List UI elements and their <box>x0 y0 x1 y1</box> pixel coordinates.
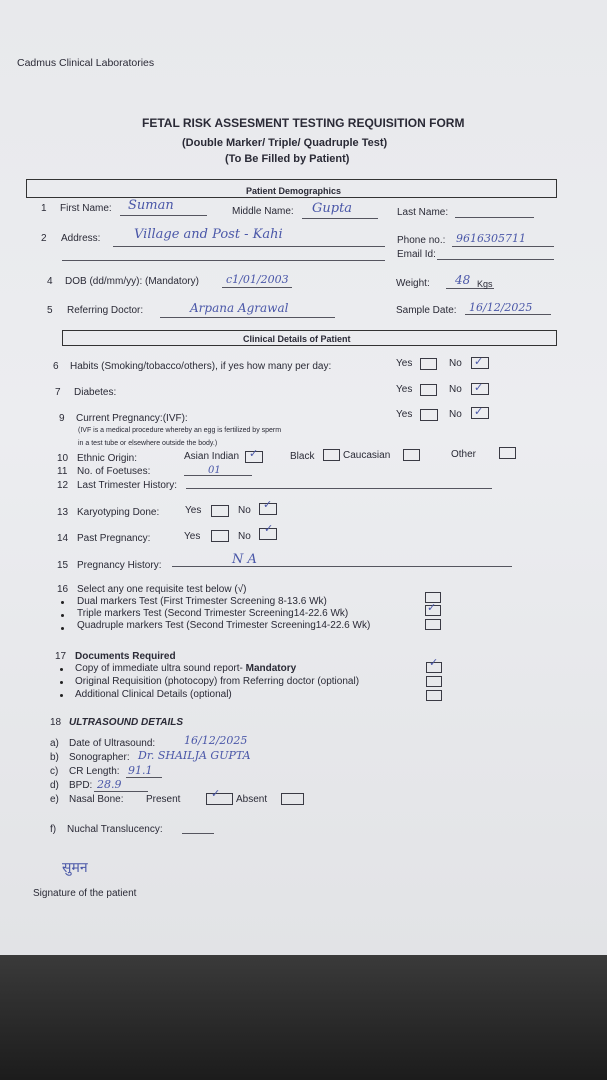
bullet-icon <box>61 614 64 617</box>
nuchal-translucency-label: Nuchal Translucency: <box>67 824 163 835</box>
nasal-bone-label: Nasal Bone: <box>69 794 124 805</box>
phone-underline <box>452 246 554 247</box>
row-number: 18 <box>50 717 62 728</box>
demographics-header: Patient Demographics <box>246 186 342 196</box>
doc-additional-details: Additional Clinical Details (optional) <box>75 689 232 700</box>
first-name-label: First Name: <box>60 203 112 214</box>
bpd-field[interactable]: 28.9 <box>97 778 122 791</box>
yes-label: Yes <box>396 409 413 420</box>
present-label: Present <box>146 794 181 805</box>
sample-date-underline <box>465 314 551 315</box>
row-number: 2 <box>41 233 47 244</box>
middle-name-field[interactable]: Gupta <box>312 201 353 216</box>
phone-field[interactable]: 9616305711 <box>456 232 526 245</box>
row-number: 10 <box>57 453 69 464</box>
yes-label: Yes <box>396 384 413 395</box>
asian-indian-label: Asian Indian <box>184 451 240 462</box>
bullet-icon <box>60 681 63 684</box>
check-mark-icon: ✓ <box>249 448 259 460</box>
address-label: Address: <box>61 233 101 244</box>
referring-doctor-underline <box>160 317 335 318</box>
row-number: 5 <box>47 305 53 316</box>
last-name-label: Last Name: <box>397 207 449 218</box>
pregnancy-history-label: Pregnancy History: <box>77 560 162 571</box>
quadruple-marker-checkbox[interactable] <box>425 619 441 630</box>
row-number: 9 <box>59 413 65 424</box>
check-mark-icon: ✓ <box>264 523 274 535</box>
row-number: 1 <box>41 203 47 214</box>
diabetes-yes-checkbox[interactable] <box>420 384 437 396</box>
yes-label: Yes <box>185 505 202 516</box>
dob-underline <box>222 287 292 288</box>
sonographer-label: Sonographer: <box>69 752 130 763</box>
caucasian-checkbox[interactable] <box>403 449 420 461</box>
nuchal-translucency-field[interactable] <box>182 833 214 834</box>
row-number: 6 <box>53 361 59 372</box>
check-mark-icon: ✓ <box>474 382 484 394</box>
sonographer-field[interactable]: Dr. SHAILJA GUPTA <box>138 749 251 762</box>
other-label: Other <box>451 449 477 460</box>
cr-length-field[interactable]: 91.1 <box>128 764 153 777</box>
doc-ultrasound-report <box>75 663 296 675</box>
ivf-note-1: (IVF is a medical procedure whereby an egg is fertilized by sperm <box>78 427 282 434</box>
doc-original-requisition: Original Requisition (photocopy) from Referring doctor (optional) <box>75 676 360 687</box>
row-number: 14 <box>57 533 69 544</box>
clinical-header: Clinical Details of Patient <box>243 334 351 344</box>
cr-length-label: CR Length: <box>69 766 120 777</box>
last-trimester-label: Last Trimester History: <box>77 480 178 491</box>
weight-unit: Kgs <box>477 279 493 289</box>
original-requisition-checkbox[interactable] <box>426 676 442 687</box>
bullet-icon <box>61 601 64 604</box>
check-mark-icon: ✓ <box>263 499 273 511</box>
foetuses-underline <box>184 475 252 476</box>
ethnic-origin-label: Ethnic Origin: <box>77 453 138 464</box>
check-mark-icon: ✓ <box>429 657 439 669</box>
first-name-field[interactable]: Suman <box>128 198 174 213</box>
test-quadruple-marker: Quadruple markers Test (Second Trimester Screening14-22.6 Wk) <box>77 620 371 631</box>
lab-name: Cadmus Clinical Laboratories <box>17 57 155 69</box>
habits-yes-checkbox[interactable] <box>420 358 437 370</box>
additional-details-checkbox[interactable] <box>426 690 442 701</box>
ultrasound-date-field[interactable]: 16/12/2025 <box>184 734 248 747</box>
email-field[interactable] <box>437 259 554 260</box>
dob-field[interactable]: c1/01/2003 <box>226 273 289 286</box>
first-name-underline <box>120 215 207 216</box>
past-pregnancy-label: Past Pregnancy: <box>77 533 151 544</box>
last-trimester-field[interactable] <box>186 488 492 489</box>
middle-name-label: Middle Name: <box>232 206 294 217</box>
absent-label: Absent <box>236 794 268 805</box>
no-label: No <box>449 409 462 420</box>
item-letter: b) <box>50 752 59 763</box>
check-mark-icon: ✓ <box>474 356 484 368</box>
yes-label: Yes <box>396 358 413 369</box>
item-letter: a) <box>50 738 59 749</box>
cr-length-underline <box>126 777 162 778</box>
diabetes-label: Diabetes: <box>74 387 117 398</box>
row-number: 12 <box>57 480 69 491</box>
check-mark-icon: ✓ <box>474 406 484 418</box>
pregnancy-history-field[interactable]: N A <box>232 552 257 567</box>
no-label: No <box>449 384 462 395</box>
no-label: No <box>238 505 251 516</box>
patient-signature: सुमन <box>62 860 88 876</box>
dob-label: DOB (dd/mm/yy): (Mandatory) <box>65 276 199 287</box>
address-underline <box>113 246 385 247</box>
ultrasound-date-label: Date of Ultrasound: <box>69 738 156 749</box>
item-letter: e) <box>50 794 59 805</box>
bpd-underline <box>94 791 148 792</box>
address-field[interactable]: Village and Post - Kahi <box>134 227 283 242</box>
test-triple-marker: Triple markers Test (Second Trimester Screening14-22.6 Wk) <box>77 608 349 619</box>
bpd-label: BPD: <box>69 780 93 791</box>
middle-name-underline <box>302 218 378 219</box>
sample-date-field[interactable]: 16/12/2025 <box>469 301 533 314</box>
no-label: No <box>449 358 462 369</box>
doc-ultrasound-text: Copy of immediate ultra sound report- <box>75 663 243 674</box>
weight-field[interactable]: 48 <box>455 273 471 287</box>
check-mark-icon: ✓ <box>211 788 221 800</box>
bullet-icon <box>61 627 64 630</box>
karyotyping-yes-checkbox[interactable] <box>211 505 229 517</box>
weight-label: Weight: <box>396 278 430 289</box>
bullet-icon <box>60 694 63 697</box>
item-letter: c) <box>50 766 59 777</box>
ultrasound-details-header: ULTRASOUND DETAILS <box>69 717 184 728</box>
foetuses-field[interactable]: 01 <box>208 465 221 476</box>
test-dual-marker: Dual markers Test (First Trimester Screening 8-13.6 Wk) <box>77 596 327 607</box>
form-subtitle-2: (To Be Filled by Patient) <box>225 153 350 165</box>
referring-doctor-field[interactable]: Arpana Agrawal <box>190 301 289 315</box>
foetuses-label: No. of Foetuses: <box>77 466 151 477</box>
row-number: 11 <box>57 466 68 477</box>
row-number: 15 <box>57 560 69 571</box>
form-subtitle: (Double Marker/ Triple/ Quadruple Test) <box>182 137 388 149</box>
past-pregnancy-yes-checkbox[interactable] <box>211 530 229 542</box>
pregnancy-history-underline <box>172 566 512 567</box>
signature-label: Signature of the patient <box>33 888 137 899</box>
referring-doctor-label: Referring Doctor: <box>67 305 144 316</box>
last-name-field[interactable] <box>455 217 534 218</box>
row-number: 7 <box>55 387 61 398</box>
check-mark-icon: ✓ <box>427 602 437 614</box>
yes-label: Yes <box>184 531 201 542</box>
habits-label: Habits (Smoking/tobacco/others), if yes how many per day: <box>70 361 332 372</box>
pregnancy-ivf-label: Current Pregnancy:(IVF): <box>76 413 188 424</box>
item-letter: d) <box>50 780 59 791</box>
documents-required-label: Documents Required <box>75 651 176 662</box>
nasal-absent-checkbox[interactable] <box>281 793 304 805</box>
address-underline-2 <box>62 260 385 261</box>
other-checkbox[interactable] <box>499 447 516 459</box>
item-letter: f) <box>50 824 57 835</box>
black-checkbox[interactable] <box>323 449 340 461</box>
no-label: No <box>238 531 251 542</box>
mandatory-label: Mandatory <box>245 663 297 674</box>
email-label: Email Id: <box>397 249 436 260</box>
row-number: 4 <box>47 276 53 287</box>
background-surface <box>0 955 607 1080</box>
select-test-label: Select any one requisite test below (√) <box>77 584 247 595</box>
form-title: FETAL RISK ASSESMENT TESTING REQUISITION FORM <box>142 116 465 130</box>
black-label: Black <box>290 451 315 462</box>
caucasian-label: Caucasian <box>343 450 391 461</box>
row-number: 16 <box>57 584 69 595</box>
ivf-note-2: in a test tube or elsewhere outside the body.) <box>78 440 218 447</box>
karyotyping-label: Karyotyping Done: <box>77 507 160 518</box>
phone-label: Phone no.: <box>397 235 446 246</box>
bullet-icon <box>60 668 63 671</box>
sample-date-label: Sample Date: <box>396 305 457 316</box>
ivf-yes-checkbox[interactable] <box>420 409 438 421</box>
row-number: 13 <box>57 507 69 518</box>
row-number: 17 <box>55 651 67 662</box>
